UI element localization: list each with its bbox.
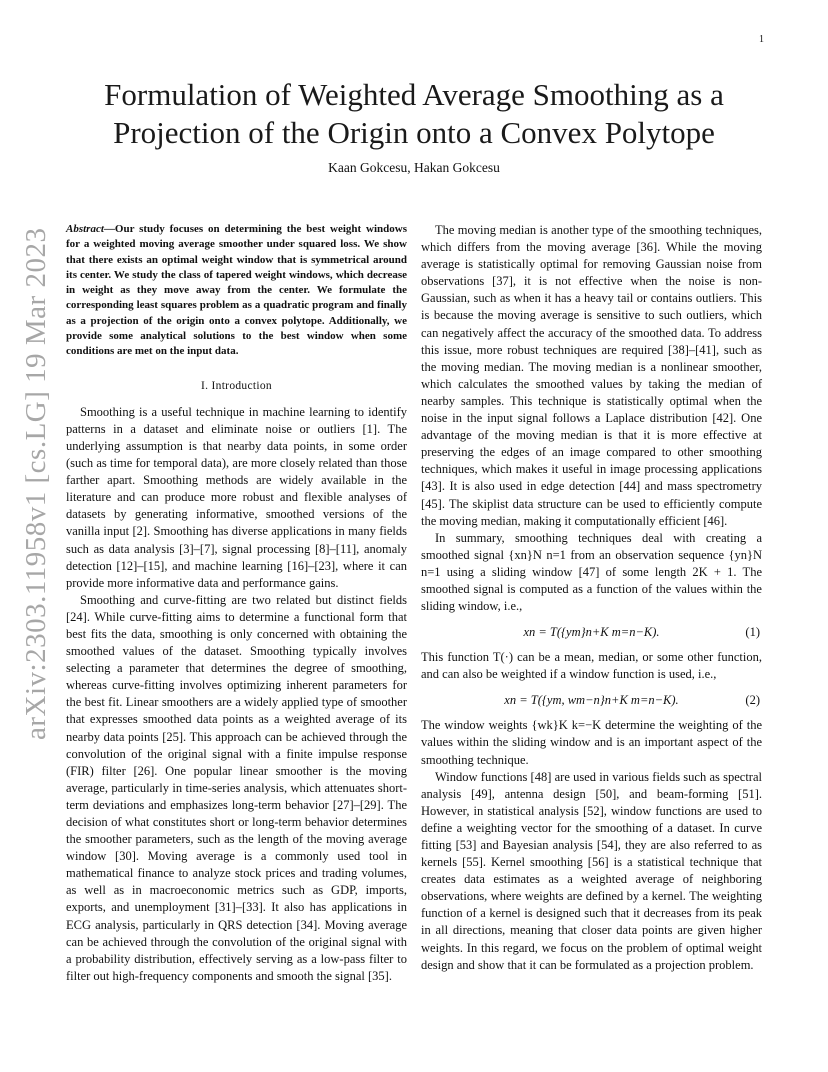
paragraph-window-weights: The window weights {wk}K k=−K determine the weighting of the values within the sliding window and is an important aspect of the smoothing technique. (421, 718, 762, 767)
section-heading-introduction: I. Introduction (201, 379, 272, 392)
paragraph-moving-median: The moving median is another type of the smoothing techniques, which differs from the moving average [36]. While the moving average is statistically optimal for removing Gaussian noise from observations [37], it is not effective when the noise is non-Gaussian, such as when it has a heavy tail or contains outliers. This is because the moving average is sensitive to such outliers, which can negatively affect the accuracy of the smoothed data. To address this issue, more robust techniques are required [38]–[41], such as the moving median. The moving median is a nonlinear smoother, which calculates the smoothed values by taking the median of nearby samples. This technique is statistically optimal when the noise in the input signal follows a Laplace distribution [42]. One advantage of the moving median is that it is more effective at preserving the edges of an image compared to other smoothing techniques, which makes it useful in image processing applications [43]. It is also used in edge detection [44] and mass spectrometry [45]. The skiplist data structure can be used to efficiently compute the moving median, making it computationally efficient [46]. (421, 223, 762, 528)
right-column (421, 222, 762, 974)
paragraph-window-functions: Window functions [48] are used in various fields such as spectral analysis [49], antenna design [50], and beam-forming [51]. However, in statistical analysis [52], window functions are used to define a weighting vector for the smoothing of a dataset. In curve fitting [53] and Bayesian analysis [54], they are also referred to as kernels [55]. Kernel smoothing [56] is a statistical technique that creates data estimates as a weighted average of neighboring observations, where weights are defined by a kernel. The weighting function of a kernel is designed such that it decreases from its peak in all directions, meaning that closer data points are given higher weights. In this regard, we focus on the problem of optimal weight design and show that it can be formulated as a projection problem. (421, 769, 762, 972)
intro-paragraph-2: Smoothing and curve-fitting are two related but distinct fields [24]. While curve-fitting aims to determine a functional form that best fits the data, smoothing is only concerned with obtaining the smoothed values of the dataset. Smoothing typically involves selecting a parameter that determines the degree of smoothing, whereas curve-fitting involves optimizing inherent parameters for the best fit. Linear smoothers are a widely applied type of smoother that expresses smoothed data points as a weighted average of its nearby data points [25]. This approach can be achieved through the convolution of the original signal with a finite impulse response (FIR) filter [26]. One popular linear smoother is the moving average, particularly in time-series analysis, which attenuates short-term deviations and emphasizes long-term behavior [27]–[29]. The decision of what constitutes short or long-term behavior determines the smoother parameters, such as the length of the moving average window [30]. Moving average is a commonly used tool in mathematical finance to analyze stock prices and trading volumes, as well as in macroeconomic metrics such as GDP, imports, exports, and unemployment [31]–[33]. It also has applications in ECG analysis, particularly in QRS detection [34]. Moving average can be achieved through the convolution of the original signal with a probability distribution, effectively serving as a low-pass filter to filter out high-frequency components and smooth the signal [35]. (66, 592, 407, 983)
title-line-2: Projection of the Origin onto a Convex Polytope (113, 115, 715, 150)
intro-paragraph-1: Smoothing is a useful technique in machine learning to identify patterns in a dataset and eliminate noise or outliers [1]. The underlying assumption is that nearby data points, in some order (such as time for temporal data), are more closely related than those farther apart. Smoothing methods are widely available in the literature and can produce more robust and flexible analyses of datasets by generating informative, smoothed versions of the vanilla input [2]. Smoothing has diverse applications in many fields such as data analysis [3]–[7], signal processing [8]–[11], anomaly detection [12]–[15], and machine learning [16]–[23], where it can provide more informative data and performance gains. (66, 404, 407, 590)
abstract (66, 222, 407, 360)
title-line-1: Formulation of Weighted Average Smoothing as a (104, 77, 724, 112)
abstract-text: —Our study focuses on determining the best weight windows for a weighted moving average smoother under squared loss. We show that there exists an optimal weight window that is symmetrical around its center. We study the class of tapered weight windows, which decrease in weight as they move away from the center. We formulate the corresponding least squares problem as a quadratic program and finally as a projection of the origin onto a convex polytope. Additionally, we provide some analytical solutions to the best window when some conditions are met on the input data. (66, 223, 407, 358)
equation-2 (421, 683, 762, 717)
equation-1 (421, 615, 762, 649)
abstract-label: Abstract (66, 223, 104, 235)
author-list: Kaan Gokcesu, Hakan Gokcesu (328, 160, 500, 175)
equation-1-body: xn = T({ym}n+K m=n−K). (523, 625, 660, 640)
paragraph-summary: In summary, smoothing techniques deal with creating a smoothed signal {xn}N n=1 from an observation sequence {yn}N n=1 using a sliding window [47] of some length 2K + 1. The smoothed signal is computed as a function of the values within the sliding window, i.e., (421, 530, 762, 614)
equation-1-number: (1) (745, 625, 760, 640)
paragraph-weighted-function: This function T(·) can be a mean, median, or some other function, and can also be weighted if a window function is used, i.e., (421, 650, 762, 682)
paper-title (60, 76, 768, 152)
page-number: 1 (759, 34, 764, 45)
equation-2-body: xn = T({ym, wm−n}n+K m=n−K). (504, 693, 679, 708)
left-column (66, 222, 407, 985)
equation-2-number: (2) (745, 693, 760, 708)
arxiv-identifier-stamp: arXiv:2303.11958v1 [cs.LG] 19 Mar 2023 (20, 227, 52, 740)
